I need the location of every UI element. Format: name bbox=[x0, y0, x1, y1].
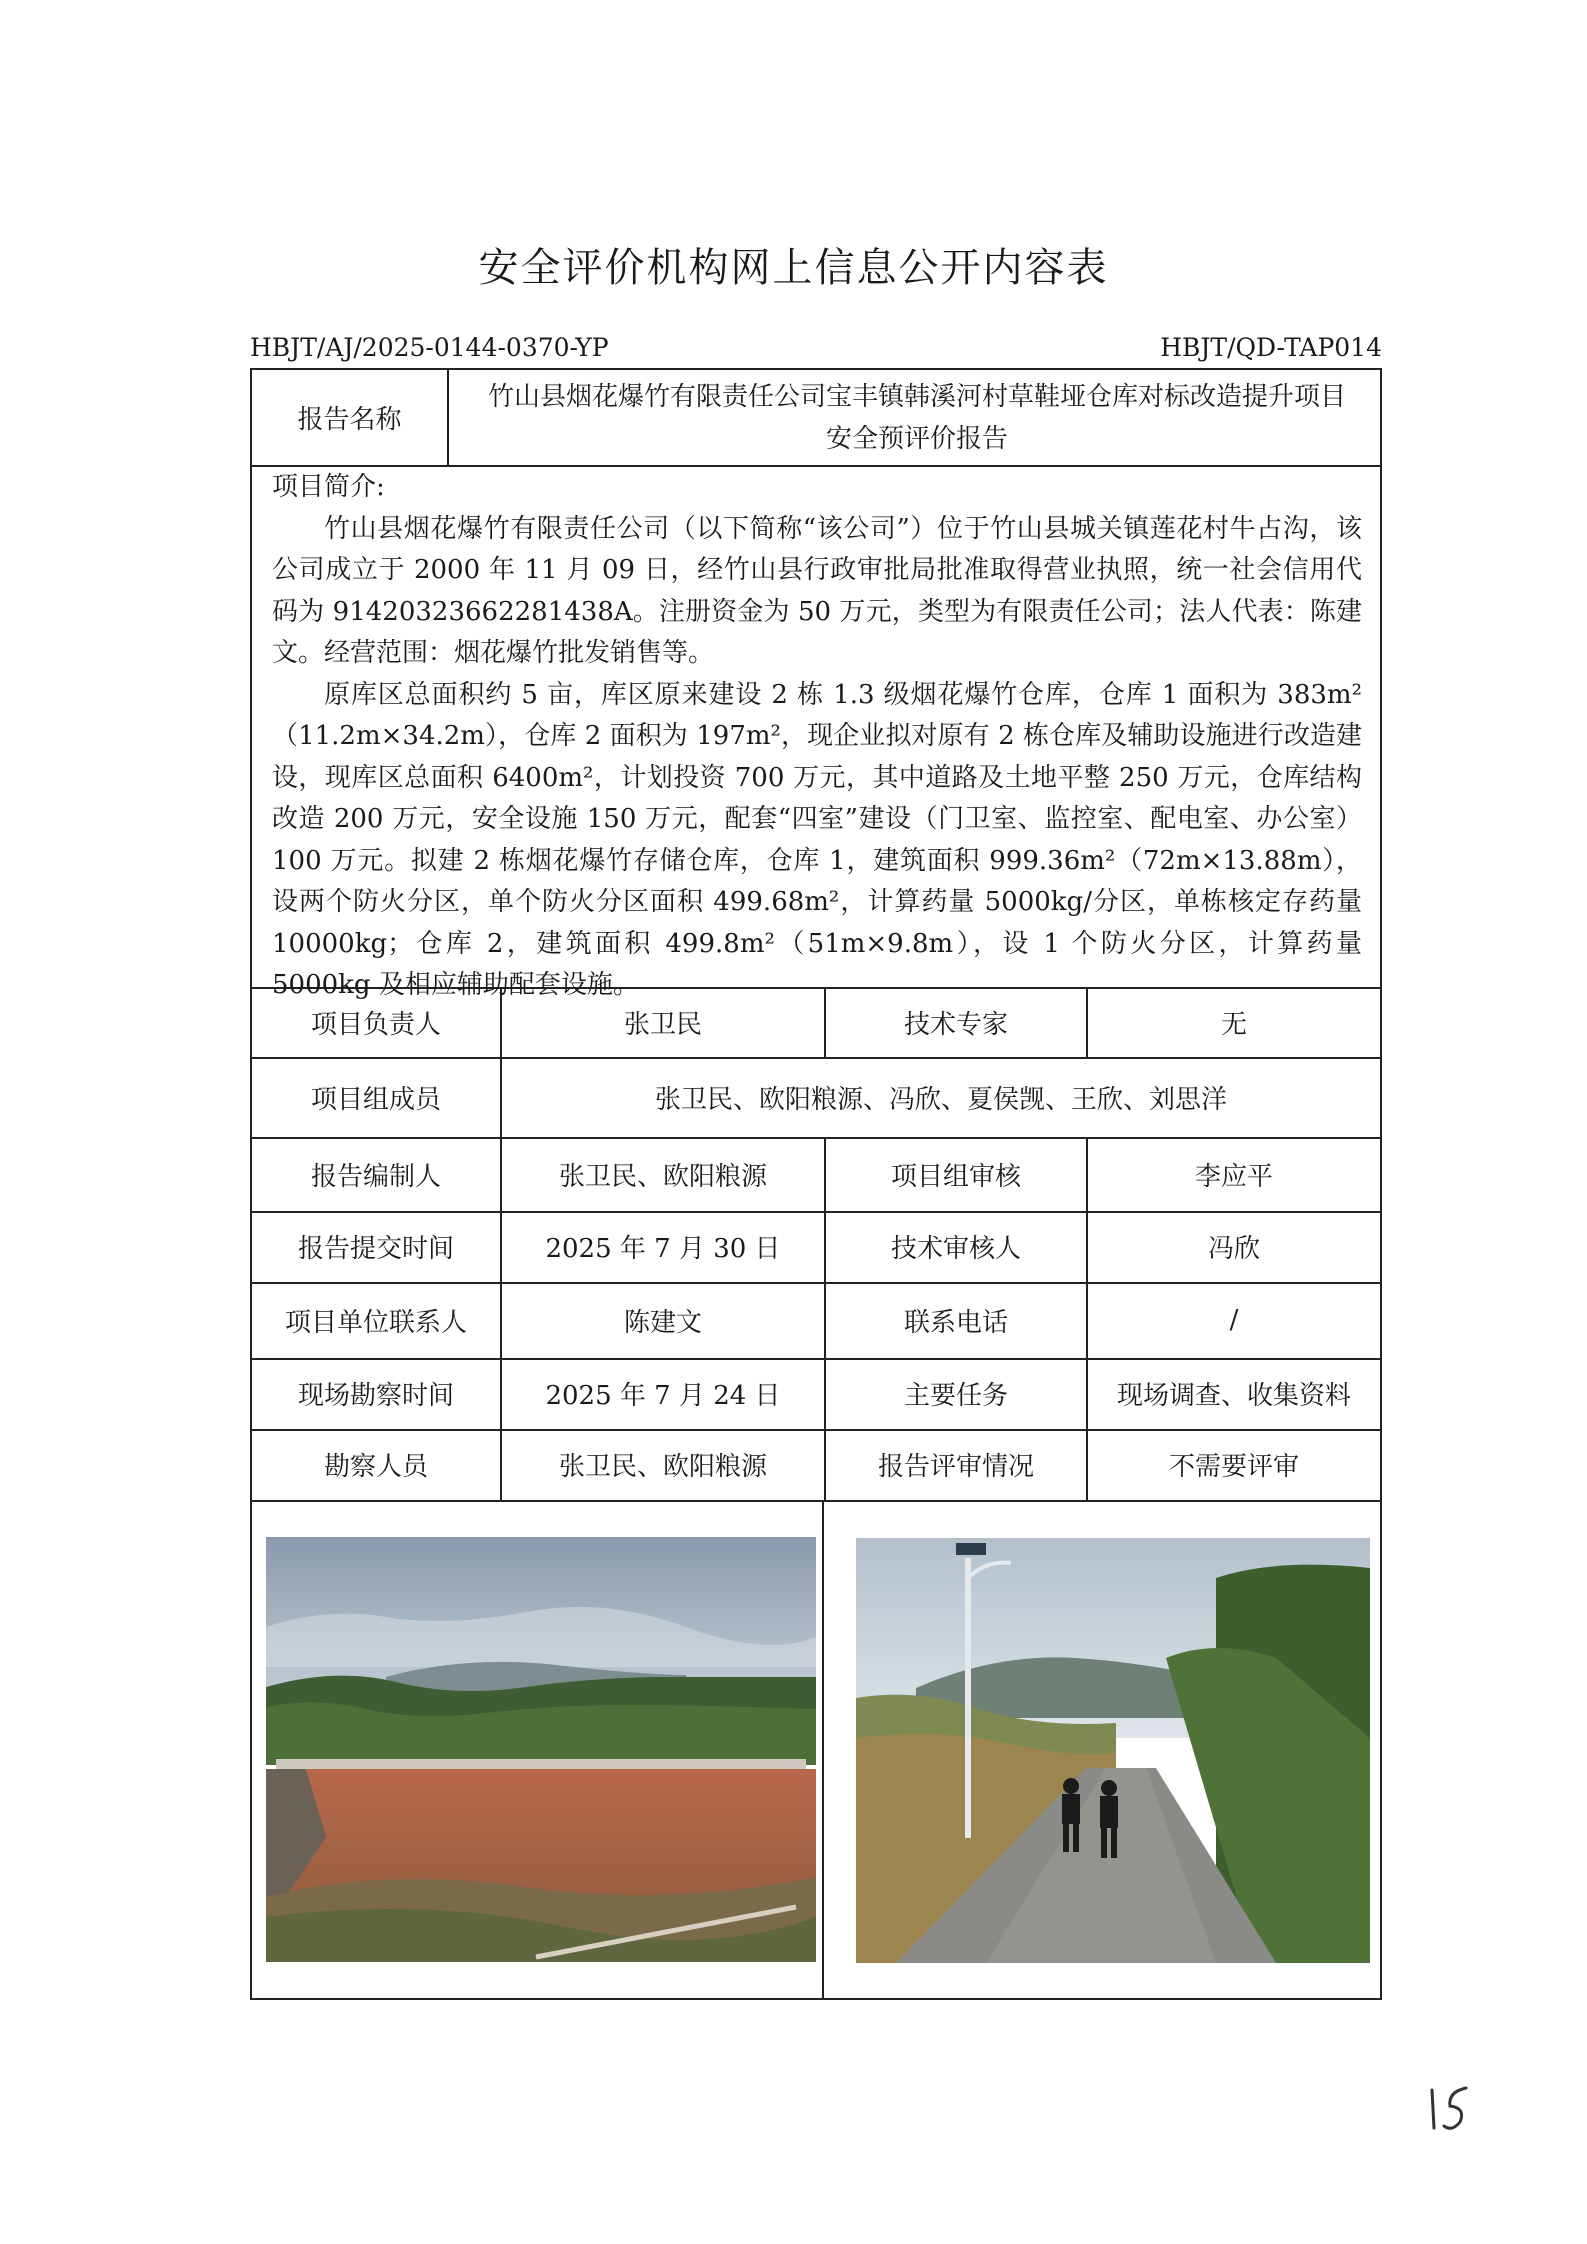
report-name-label: 报告名称 bbox=[297, 405, 402, 435]
surveyors-value: 张卫民、欧阳粮源 bbox=[558, 1452, 767, 1482]
team-review-value: 李应平 bbox=[1194, 1161, 1273, 1192]
form-code: HBJT/QD-TAP014 bbox=[1160, 333, 1382, 362]
report-serial-number: HBJT/AJ/2025-0144-0370-YP bbox=[250, 333, 609, 362]
main-task-value: 现场调查、收集资料 bbox=[1116, 1381, 1351, 1411]
handwritten-page-mark bbox=[1420, 2080, 1480, 2144]
review-status-label: 报告评审情况 bbox=[877, 1452, 1034, 1482]
project-leader-label: 项目负责人 bbox=[310, 1009, 441, 1040]
survey-date-value: 2025 年 7 月 24 日 bbox=[545, 1381, 781, 1411]
tech-expert-label: 技术专家 bbox=[903, 1009, 1008, 1040]
team-members-value: 张卫民、欧阳粮源、冯欣、夏侯觊、王欣、刘思洋 bbox=[654, 1084, 1227, 1115]
info-disclosure-form bbox=[250, 368, 1382, 2000]
team-members-label: 项目组成员 bbox=[310, 1084, 441, 1115]
site-photo-1 bbox=[266, 1537, 816, 1962]
report-name-value bbox=[452, 370, 1382, 465]
surveyors-label: 勘察人员 bbox=[323, 1452, 428, 1482]
report-author-label: 报告编制人 bbox=[310, 1161, 441, 1192]
review-status-value: 不需要评审 bbox=[1168, 1452, 1299, 1482]
survey-date-label: 现场勘察时间 bbox=[297, 1381, 454, 1411]
phone-value: / bbox=[1229, 1305, 1239, 1335]
contact-person-label: 项目单位联系人 bbox=[284, 1307, 467, 1338]
contact-person-value: 陈建文 bbox=[623, 1307, 702, 1338]
tech-reviewer-label: 技术审核人 bbox=[890, 1234, 1021, 1264]
report-author-value: 张卫民、欧阳粮源 bbox=[558, 1161, 767, 1192]
project-leader-value: 张卫民 bbox=[623, 1009, 702, 1040]
tech-reviewer-value: 冯欣 bbox=[1207, 1234, 1260, 1264]
project-intro bbox=[272, 467, 1362, 1007]
intro-paragraph-2: 原库区总面积约 5 亩，库区原来建设 2 栋 1.3 级烟花爆竹仓库，仓库 1 面积为 383m²（11.2m×34.2m），仓库 2 面积为 197m²，现企业拟对原有 2 栋仓库及辅助设施进行改造建设，现库区总面积 6400m²，计划投资 700 万元，其中道路及土地平整 250 万元，仓库结构改造 200 万元，安全设施 150 万元，配套“四室”建设（门卫室、监控室、配电室、办公室）100 万元。拟建 2 栋烟花爆竹存储仓库，仓库 1，建筑面积 999.36m²（72m×13.88m），设两个防火分区，单个防火分区面积 499.68m²，计算药量 5000kg/分区，单栋核定存药量 10000kg；仓库 2，建筑面积 499.8m²（51m×9.8m），设 1 个防火分区，计算药量 5000kg 及相应辅助配套设施。 bbox=[272, 679, 1362, 1000]
team-review-label: 项目组审核 bbox=[890, 1161, 1021, 1192]
intro-heading: 项目简介: bbox=[272, 472, 385, 502]
tech-expert-value: 无 bbox=[1220, 1009, 1247, 1040]
site-photo-2 bbox=[856, 1538, 1370, 1963]
report-name-line-1: 竹山县烟花爆竹有限责任公司宝丰镇韩溪河村草鞋垭仓库对标改造提升项目 bbox=[487, 381, 1346, 412]
submit-date-value: 2025 年 7 月 30 日 bbox=[545, 1234, 781, 1264]
main-task-label: 主要任务 bbox=[903, 1381, 1008, 1411]
report-name-line-2: 安全预评价报告 bbox=[825, 423, 1008, 454]
submit-date-label: 报告提交时间 bbox=[297, 1234, 454, 1264]
page-title: 安全评价机构网上信息公开内容表 bbox=[478, 245, 1109, 291]
intro-paragraph-1: 竹山县烟花爆竹有限责任公司（以下简称“该公司”）位于竹山县城关镇莲花村牛占沟，该公司成立于 2000 年 11 月 09 日，经竹山县行政审批局批准取得营业执照，统一社会信用代码为 91420323662281438A。注册资金为 50 万元，类型为有限责任公司；法人代表：陈建文。经营范围：烟花爆竹批发销售等。 bbox=[272, 513, 1362, 668]
phone-label: 联系电话 bbox=[903, 1307, 1008, 1338]
